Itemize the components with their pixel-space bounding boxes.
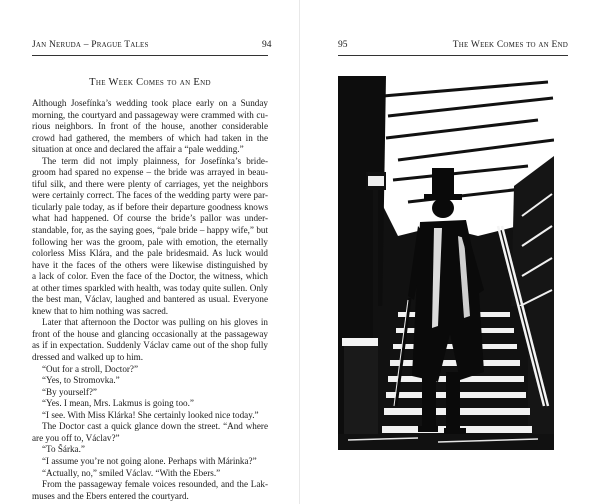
text-line: are you off to, Václav?” <box>32 432 120 443</box>
wall-ledge <box>342 338 384 346</box>
text-line: From the passageway female voices resounded, and the Lak- <box>42 479 268 490</box>
right-page-number: 95 <box>338 40 348 50</box>
text-line: were certainly correct. The faces of the wedding party were par- <box>32 190 268 201</box>
text-line: a lack of color. Even the face of the Doctor, the witness, which <box>32 271 268 282</box>
text-line: Although Josefínka’s wedding took place early on a Sunday <box>32 98 268 108</box>
text-line: “Actually, no,” smiled Václav. “With the Ebers.” <box>42 467 221 478</box>
text-line: “I assume you’re not going alone. Perhaps with Márinka?” <box>42 455 257 466</box>
text-line: what had happened. Of course the bride’s pallor was under- <box>32 213 268 224</box>
text-line: have it the faces of the others were likewise distinguished by <box>32 259 268 270</box>
text-line: rious neighbors. In front of the house, another considerable <box>32 121 268 132</box>
text-line: situation at once and declared the affair a “pale wedding.” <box>32 144 244 155</box>
body-text <box>32 98 268 502</box>
text-line: “Out for a stroll, Doctor?” <box>42 363 139 374</box>
text-line: tiful silk, and there were plenty of carriages, yet the neighbors <box>32 178 268 189</box>
text-line: knew that to him nothing was sacred. <box>32 305 169 316</box>
text-line: muses and the Ebers entered the courtyard. <box>32 490 189 501</box>
right-running-head: The Week Comes to an End <box>452 40 568 50</box>
text-line: “Yes, to Stromovka.” <box>42 375 120 386</box>
woodcut-illustration <box>338 76 554 450</box>
text-line: groom had spared no expense – the bride was arrayed in beau- <box>32 167 268 178</box>
left-page-number: 94 <box>262 40 272 50</box>
text-line: ticularly pale today, as if before their departure goodness knows <box>32 201 268 212</box>
text-line: “To Šárka.” <box>42 444 85 455</box>
text-line: “Yes. I mean, Mrs. Lakmus is going too.” <box>42 398 194 409</box>
text-line: “I see. With Miss Klárka! She certainly looked nice today.” <box>42 409 259 420</box>
text-line: colorless Miss Klára, and the pale bridesmaid. As luck would <box>32 248 268 259</box>
text-line: following her was the groom, pale with emotion, the eternally <box>32 236 268 247</box>
text-line: the best man, Václav, laughed and bantered as usual. Everyone <box>32 294 268 305</box>
text-line: The Doctor cast a quick glance down the street. “And where <box>42 421 268 432</box>
text-line: front of the house and glancing occasionally at the passageway <box>32 328 268 339</box>
text-line: crowd had gathered, the members of which had taken in the <box>32 132 268 143</box>
text-line: dressed and walked up to him. <box>32 352 143 363</box>
text-line: Later that afternoon the Doctor was pulling on his gloves in <box>42 317 268 328</box>
left-header-rule <box>32 55 268 56</box>
text-line: as if in expectation. Suddenly Václav came out of the shop fully <box>32 340 268 351</box>
text-line: at other times sparkled with health, was today quite sullen. Only <box>32 282 268 293</box>
text-line: The term did not imply plainness, for Josefínka’s bride- <box>42 155 268 166</box>
text-line: standable, for, as the saying goes, “pale bride – happy wife,” but <box>32 225 268 236</box>
text-line: “By yourself?” <box>42 386 97 397</box>
left-running-head: Jan Neruda – Prague Tales <box>32 40 149 50</box>
right-header-rule <box>338 55 568 56</box>
chapter-title: The Week Comes to an End <box>89 77 211 88</box>
text-line: morning, the courtyard and passageway were crammed with cu- <box>32 109 268 120</box>
